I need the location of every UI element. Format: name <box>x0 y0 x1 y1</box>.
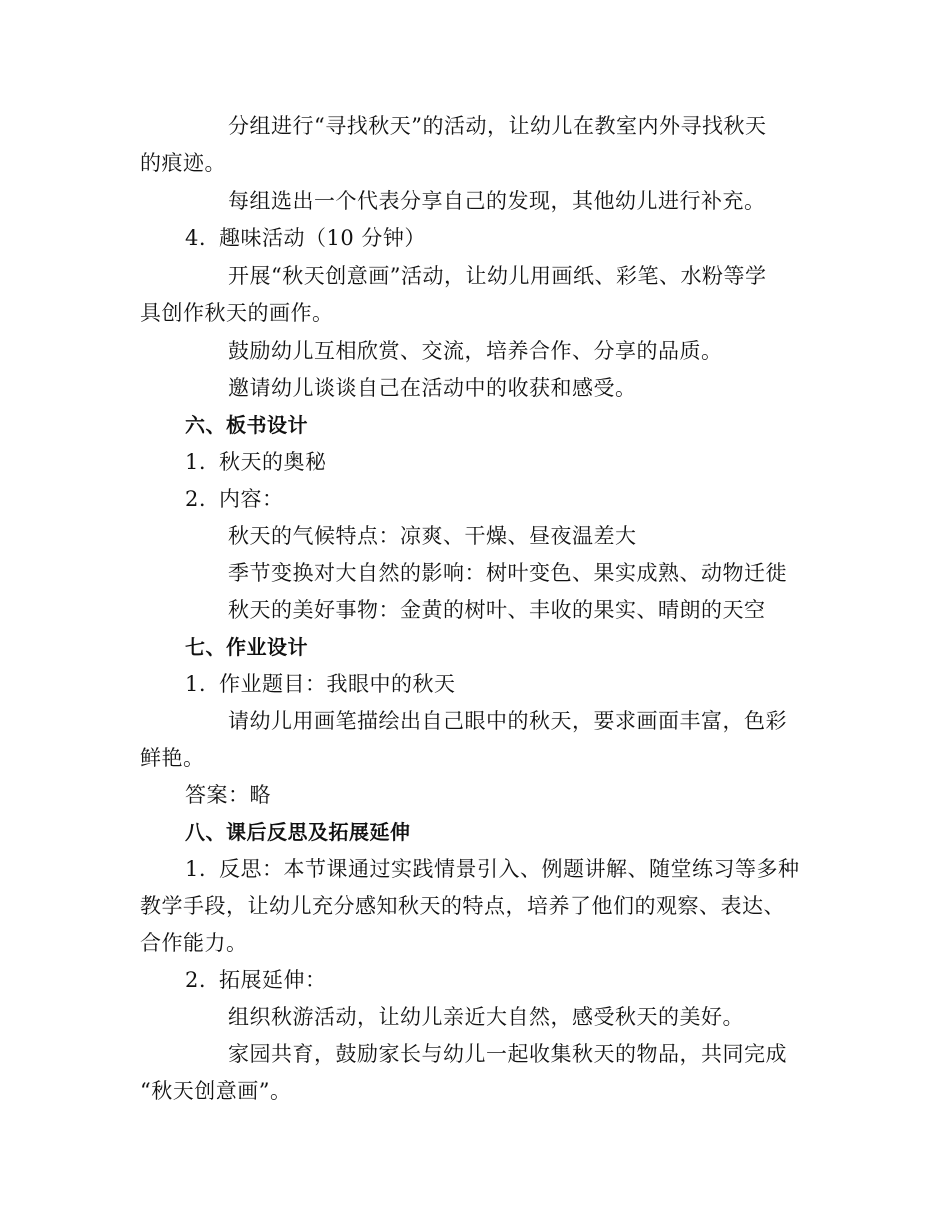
section-heading: 七、作业设计 <box>185 635 308 659</box>
paragraph-text: 鼓励幼儿互相欣赏、交流，培养合作、分享的品质。 <box>228 339 723 363</box>
paragraph-text: 教学手段，让幼儿充分感知秋天的特点，培养了他们的观察、表达、 <box>140 894 785 918</box>
paragraph-text: 家园共育，鼓励家长与幼儿一起收集秋天的物品，共同完成 <box>228 1042 787 1066</box>
paragraph-text: 组织秋游活动，让幼儿亲近大自然，感受秋天的美好。 <box>228 1005 744 1029</box>
list-item <box>185 966 327 994</box>
list-item <box>185 448 327 476</box>
paragraph-text: 秋天的气候特点：凉爽、干燥、昼夜温差大 <box>228 524 637 548</box>
list-number: 4. <box>185 226 207 250</box>
paragraph-text: 邀请幼儿谈谈自己在活动中的收获和感受。 <box>228 376 637 400</box>
paragraph-text: 合作能力。 <box>140 931 248 955</box>
paragraph-text: 鲜艳。 <box>140 746 205 770</box>
section-heading: 六、板书设计 <box>185 413 308 437</box>
section-heading: 八、课后反思及拓展延伸 <box>185 820 411 844</box>
list-item-text: 作业题目：我眼中的秋天 <box>219 672 456 696</box>
list-item <box>185 855 800 883</box>
list-item-title: 趣味活动（10 分钟） <box>219 226 426 250</box>
list-number: 2. <box>185 487 207 511</box>
list-item-text: 秋天的奥秘 <box>219 450 327 474</box>
list-item <box>185 224 426 252</box>
list-item <box>185 485 284 513</box>
paragraph-text: “秋天创意画”。 <box>140 1079 292 1103</box>
list-number: 1. <box>185 450 207 474</box>
list-number: 1. <box>185 857 207 881</box>
paragraph-text: 具创作秋天的画作。 <box>140 301 334 325</box>
list-item-text: 拓展延伸： <box>219 968 327 992</box>
paragraph-text: 分组进行“寻找秋天”的活动，让幼儿在教室内外寻找秋天 <box>228 114 767 138</box>
list-number: 2. <box>185 968 207 992</box>
paragraph-text: 的痕迹。 <box>140 151 226 175</box>
paragraph-text: 每组选出一个代表分享自己的发现，其他幼儿进行补充。 <box>228 189 766 213</box>
paragraph-text: 季节变换对大自然的影响：树叶变色、果实成熟、动物迁徙 <box>228 561 787 585</box>
paragraph-text: 开展“秋天创意画”活动，让幼儿用画纸、彩笔、水粉等学 <box>228 264 767 288</box>
list-number: 1. <box>185 672 207 696</box>
paragraph-text: 秋天的美好事物：金黄的树叶、丰收的果实、晴朗的天空 <box>228 598 766 622</box>
list-item <box>185 670 456 698</box>
list-item-text: 内容： <box>219 487 284 511</box>
list-item-text: 反思：本节课通过实践情景引入、例题讲解、随堂练习等多种 <box>219 857 800 881</box>
paragraph-text: 请幼儿用画笔描绘出自己眼中的秋天，要求画面丰富，色彩 <box>228 709 787 733</box>
answer-text: 答案：略 <box>185 783 271 807</box>
